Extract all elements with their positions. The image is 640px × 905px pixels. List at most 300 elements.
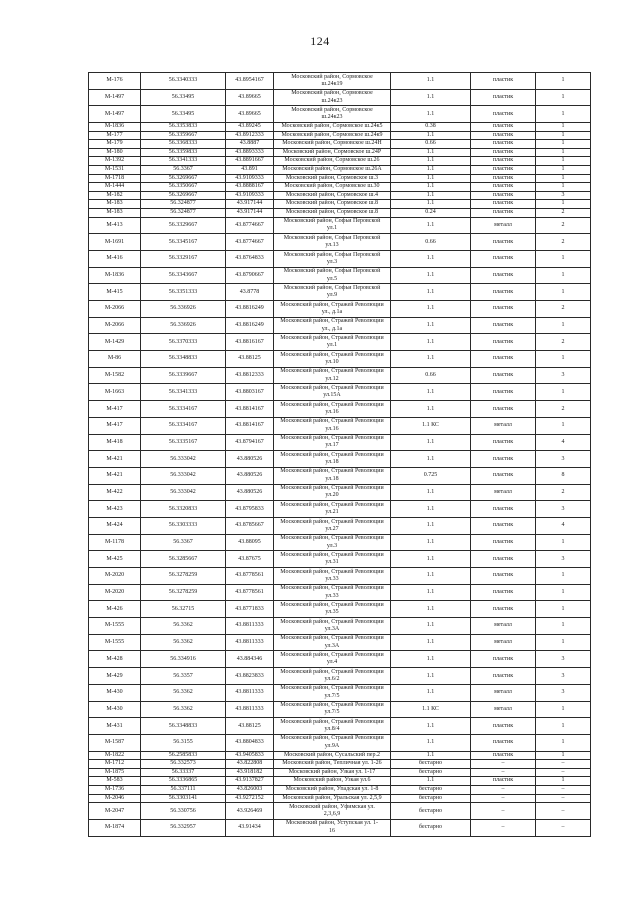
cell-volume: 1.1 [391,484,471,501]
cell-volume: 1.1 [391,734,471,751]
cell-volume: 0.66 [391,234,471,251]
table-row [89,73,591,90]
cell-id: М-180 [89,148,141,157]
cell-id: М-2020 [89,584,141,601]
cell-volume: 1.1 [391,191,471,200]
cell-longitude: 43.8778561 [226,584,274,601]
cell-longitude: 43.8794167 [226,434,274,451]
cell-id: М-415 [89,284,141,301]
cell-volume: 1.1 [391,401,471,418]
cell-address [274,501,391,518]
address-line: Московский район, Стражей Революции [280,418,384,425]
cell-id: М-417 [89,417,141,434]
cell-longitude: 43.9109333 [226,174,274,183]
cell-volume: 1.1 [391,317,471,334]
cell-count: 1 [536,73,591,90]
cell-count: 1 [536,250,591,267]
address-line: Московский район, Сормовское [291,106,373,113]
table-row [89,131,591,140]
cell-address: Московский район, Сормовское ш.8 [274,200,391,209]
address-line: ул.20 [325,492,339,499]
cell-id: М-431 [89,718,141,735]
cell-address [274,417,391,434]
cell-longitude: 43.8912333 [226,131,274,140]
cell-address: Московский район, Сормовское ш.26 [274,157,391,166]
address-line: ул.27 [325,525,339,532]
cell-volume: 1.1 [391,106,471,123]
cell-address [274,267,391,284]
cell-latitude: 56.3334167 [141,417,226,434]
cell-id: М-423 [89,501,141,518]
cell-count: 2 [536,334,591,351]
cell-material: пластик [471,668,536,685]
table-row [89,484,591,501]
table-row [89,501,591,518]
cell-volume: 1.1 [391,751,471,760]
cell-volume: 1.1 [391,684,471,701]
address-line: ул.18 [325,459,339,466]
table-row [89,684,591,701]
cell-count: 1 [536,267,591,284]
table-row [89,568,591,585]
cell-id: М-429 [89,668,141,685]
cell-count: 4 [536,434,591,451]
address-line: Московский район, Стражей Революции [280,401,384,408]
cell-address [274,434,391,451]
cell-address: Московский район, Сормовское ш.3 [274,174,391,183]
table-row [89,174,591,183]
address-line: Московский район, Стражей Революции [280,601,384,608]
cell-id: М-430 [89,684,141,701]
table-row [89,584,591,601]
cell-id: М-426 [89,601,141,618]
cell-id: М-1392 [89,157,141,166]
address-line: ул.7/5 [324,692,340,699]
cell-volume: 1.1 [391,174,471,183]
cell-latitude: 56.3359667 [141,131,226,140]
cell-material: – [471,785,536,794]
cell-address [274,89,391,106]
table-row [89,334,591,351]
cell-longitude: 43.8814167 [226,401,274,418]
table-row [89,451,591,468]
cell-latitude: 56.33337 [141,768,226,777]
cell-count: 3 [536,191,591,200]
cell-address: Московский район, Уральская ул. 2,5,9 [274,794,391,803]
cell-material: металл [471,417,536,434]
address-line: ул.9 [326,292,338,299]
address-line: ул.13 [325,242,339,249]
cell-material: пластик [471,89,536,106]
cell-address [274,484,391,501]
cell-id: М-1444 [89,183,141,192]
cell-latitude: 56.3303141 [141,794,226,803]
data-table [88,72,591,837]
cell-latitude: 56.3320833 [141,501,226,518]
cell-latitude: 56.3359833 [141,148,226,157]
cell-latitude: 56.3351333 [141,284,226,301]
cell-count: 3 [536,668,591,685]
cell-address [274,601,391,618]
address-line: Московский район, Стражей Революции [280,535,384,542]
cell-id: М-424 [89,517,141,534]
cell-volume: 1.1 [391,166,471,175]
cell-id: М-413 [89,217,141,234]
cell-latitude: 56.334916 [141,651,226,668]
cell-material: пластик [471,317,536,334]
cell-longitude: 43.9109333 [226,191,274,200]
cell-material: – [471,819,536,836]
cell-id: М-1531 [89,166,141,175]
cell-volume: 1.1 [391,200,471,209]
cell-material: пластик [471,183,536,192]
cell-longitude: 43.8816167 [226,334,274,351]
table-row [89,157,591,166]
cell-id: М-1497 [89,106,141,123]
cell-count: 1 [536,166,591,175]
cell-material: пластик [471,106,536,123]
cell-latitude: 56.3353833 [141,123,226,132]
cell-id: М-2046 [89,794,141,803]
cell-latitude: 56.3370333 [141,334,226,351]
address-line: ул.8/4 [324,726,340,733]
cell-material: пластик [471,384,536,401]
table-row [89,819,591,836]
table-row [89,651,591,668]
cell-count: 1 [536,131,591,140]
cell-volume: 1.1 [391,651,471,668]
address-line: Московский район, Стражей Революции [280,501,384,508]
cell-address [274,234,391,251]
cell-volume: 1.1 [391,501,471,518]
address-line: ул.5 [326,275,338,282]
cell-longitude: 43.891 [226,166,274,175]
cell-count: 3 [536,501,591,518]
table-row [89,209,591,218]
cell-volume: 1.1 [391,250,471,267]
cell-address [274,451,391,468]
cell-address [274,668,391,685]
cell-material: пластик [471,334,536,351]
table-row [89,351,591,368]
table-row [89,434,591,451]
cell-volume: 1.1 [391,131,471,140]
cell-id: М-2020 [89,568,141,585]
cell-material: – [471,803,536,820]
cell-count: 1 [536,718,591,735]
cell-volume: 1.1 [391,434,471,451]
cell-material: пластик [471,267,536,284]
cell-id: М-1712 [89,760,141,769]
cell-longitude: 43.8954167 [226,73,274,90]
cell-count: 3 [536,684,591,701]
cell-count: 3 [536,551,591,568]
cell-volume: 0.24 [391,209,471,218]
cell-volume: 1.1 [391,777,471,786]
address-line: ул.33 [325,575,339,582]
cell-latitude: 56.3155 [141,734,226,751]
cell-latitude: 56.3269667 [141,174,226,183]
cell-volume: 1.1 [391,217,471,234]
address-line: ул.17 [325,442,339,449]
cell-material: пластик [471,174,536,183]
cell-longitude: 43.88095 [226,534,274,551]
cell-latitude: 56.33495 [141,106,226,123]
address-line: Московский район, Сормовское [291,90,373,97]
address-line: ул.12 [325,375,339,382]
table-row [89,148,591,157]
address-line: Московский район, Стражей Революции [280,718,384,725]
cell-material: пластик [471,534,536,551]
cell-material: пластик [471,751,536,760]
cell-count: 3 [536,451,591,468]
cell-longitude: 43.884346 [226,651,274,668]
cell-count: 1 [536,584,591,601]
cell-longitude: 43.926469 [226,803,274,820]
table-row [89,467,591,484]
cell-volume: 1.1 [391,601,471,618]
table-row [89,401,591,418]
cell-material: пластик [471,501,536,518]
cell-address: Московский район, Тепличная ул. 1-26 [274,760,391,769]
cell-longitude: 43.918182 [226,768,274,777]
cell-volume: 1.1 [391,284,471,301]
cell-volume: 1.1 [391,618,471,635]
cell-id: М-1822 [89,751,141,760]
cell-address: Московский район, Сормовское ш.24к9 [274,131,391,140]
cell-latitude: 56.3269667 [141,191,226,200]
cell-count: 2 [536,217,591,234]
cell-id: М-421 [89,451,141,468]
cell-address [274,467,391,484]
address-line: Московский район, Стражей Революции [280,301,384,308]
cell-volume: 1.1 [391,551,471,568]
cell-id: М-418 [89,434,141,451]
cell-volume: бестарно [391,768,471,777]
address-line: Московский район, Стражей Революции [280,468,384,475]
cell-material: пластик [471,601,536,618]
cell-id: М-1582 [89,367,141,384]
cell-address [274,551,391,568]
cell-address [274,819,391,836]
cell-count: – [536,819,591,836]
cell-count: 3 [536,367,591,384]
cell-count: 8 [536,467,591,484]
cell-address [274,73,391,90]
cell-address [274,301,391,318]
cell-longitude: 43.8887 [226,140,274,149]
cell-material: – [471,760,536,769]
cell-latitude: 56.33495 [141,89,226,106]
cell-longitude: 43.9137827 [226,777,274,786]
table-row [89,777,591,786]
cell-address [274,634,391,651]
cell-id: М-1718 [89,174,141,183]
cell-latitude: 56.3362 [141,634,226,651]
cell-address [274,803,391,820]
cell-longitude: 43.8823833 [226,668,274,685]
cell-material: пластик [471,351,536,368]
cell-longitude: 43.8774667 [226,217,274,234]
address-line: Московский район, Стражей Революции [280,351,384,358]
cell-address [274,284,391,301]
cell-material: пластик [471,234,536,251]
cell-volume: 0.66 [391,140,471,149]
address-line: Московский район, Стражей Революции [280,385,384,392]
cell-volume: 1.1 [391,301,471,318]
cell-latitude: 56.3341333 [141,384,226,401]
cell-material: пластик [471,568,536,585]
address-line: Московский район, Стражей Революции [280,485,384,492]
cell-id: М-1663 [89,384,141,401]
cell-longitude: 43.8785667 [226,517,274,534]
address-line: Московский район, Стражей Революции [280,568,384,575]
cell-longitude: 43.9405833 [226,751,274,760]
cell-material: металл [471,217,536,234]
cell-id: М-176 [89,73,141,90]
cell-latitude: 56.3329667 [141,217,226,234]
cell-latitude: 56.32715 [141,601,226,618]
cell-id: М-416 [89,250,141,267]
cell-id: М-2066 [89,301,141,318]
cell-address: Московский район, Сормовское ш.30 [274,183,391,192]
cell-address: Московский район, Узкая ул.6 [274,777,391,786]
cell-volume: 1.1 [391,267,471,284]
cell-count: 3 [536,651,591,668]
cell-latitude: 56.333042 [141,467,226,484]
cell-longitude: 43.8891667 [226,157,274,166]
cell-volume: 1.1 [391,334,471,351]
cell-longitude: 43.8811333 [226,701,274,718]
cell-longitude: 43.8816249 [226,317,274,334]
cell-volume: бестарно [391,803,471,820]
table-row [89,760,591,769]
cell-longitude: 43.8771833 [226,601,274,618]
cell-id: М-179 [89,140,141,149]
cell-address [274,250,391,267]
cell-address: Московский район, Узкая ул. 1-17 [274,768,391,777]
table-row [89,140,591,149]
cell-latitude: 56.3357 [141,668,226,685]
cell-latitude: 56.3367 [141,166,226,175]
cell-latitude: 56.337111 [141,785,226,794]
cell-volume: 1.1 [391,148,471,157]
cell-material: пластик [471,584,536,601]
cell-latitude: 56.3285667 [141,551,226,568]
address-line: ул.10 [325,358,339,365]
cell-material: пластик [471,451,536,468]
cell-id: М-1178 [89,534,141,551]
address-line: ул.3 [326,542,338,549]
cell-latitude: 56.330756 [141,803,226,820]
cell-id: М-1875 [89,768,141,777]
address-line: ул.3 [326,258,338,265]
cell-longitude: 43.89245 [226,123,274,132]
cell-address [274,684,391,701]
cell-address [274,618,391,635]
address-line: 16 [329,827,335,834]
cell-longitude: 43.880526 [226,467,274,484]
cell-longitude: 43.8778 [226,284,274,301]
cell-count: 2 [536,401,591,418]
cell-count: – [536,785,591,794]
address-line: ул.15А [323,392,341,399]
cell-latitude: 56.3278259 [141,584,226,601]
cell-material: пластик [471,209,536,218]
cell-address [274,351,391,368]
cell-address [274,651,391,668]
cell-id: М-425 [89,551,141,568]
table-row [89,618,591,635]
table-row [89,191,591,200]
cell-count: 1 [536,106,591,123]
cell-count: 2 [536,209,591,218]
cell-volume: 1.1 [391,89,471,106]
address-line: ул.6/2 [324,676,340,682]
cell-material: пластик [471,467,536,484]
cell-address [274,401,391,418]
table-row [89,217,591,234]
cell-count: 1 [536,701,591,718]
cell-longitude: 43.8778561 [226,568,274,585]
cell-latitude: 56.3348833 [141,718,226,735]
cell-count: 1 [536,417,591,434]
cell-longitude: 43.8812333 [226,367,274,384]
cell-volume: 1.1 [391,568,471,585]
cell-latitude: 56.332573 [141,760,226,769]
cell-volume: 1.1 [391,351,471,368]
address-line: ш.24к23 [321,97,343,104]
cell-latitude: 56.3334167 [141,401,226,418]
table-row [89,234,591,251]
cell-id: М-1836 [89,123,141,132]
table-row [89,250,591,267]
table-row [89,301,591,318]
cell-id: М-183 [89,209,141,218]
table-row [89,183,591,192]
cell-volume: 1.1 [391,718,471,735]
address-line: ул.33 [325,592,339,599]
table-row [89,668,591,685]
cell-latitude: 56.3348833 [141,351,226,368]
cell-id: М-86 [89,351,141,368]
cell-id: М-1691 [89,234,141,251]
cell-volume: 1.1 [391,73,471,90]
cell-material: пластик [471,434,536,451]
cell-count: 1 [536,634,591,651]
cell-count: 1 [536,123,591,132]
cell-count: 2 [536,234,591,251]
address-line: ул.16 [325,409,339,415]
address-line: 2,3,6,9 [323,811,341,817]
address-line: ул.21 [325,509,339,516]
cell-material: металл [471,684,536,701]
cell-id: М-1497 [89,89,141,106]
cell-address: Московский район, Сормовское ш.24Н [274,140,391,149]
cell-latitude: 56.3345167 [141,234,226,251]
table-row [89,89,591,106]
cell-volume: 0.66 [391,367,471,384]
cell-count: – [536,768,591,777]
cell-longitude: 43.8816249 [226,301,274,318]
address-line: Московский район, Стражей Революции [280,318,384,325]
cell-id: М-430 [89,701,141,718]
table-row [89,417,591,434]
cell-id: М-583 [89,777,141,786]
cell-latitude: 56.324877 [141,209,226,218]
cell-volume: 1.1 [391,384,471,401]
cell-address [274,367,391,384]
